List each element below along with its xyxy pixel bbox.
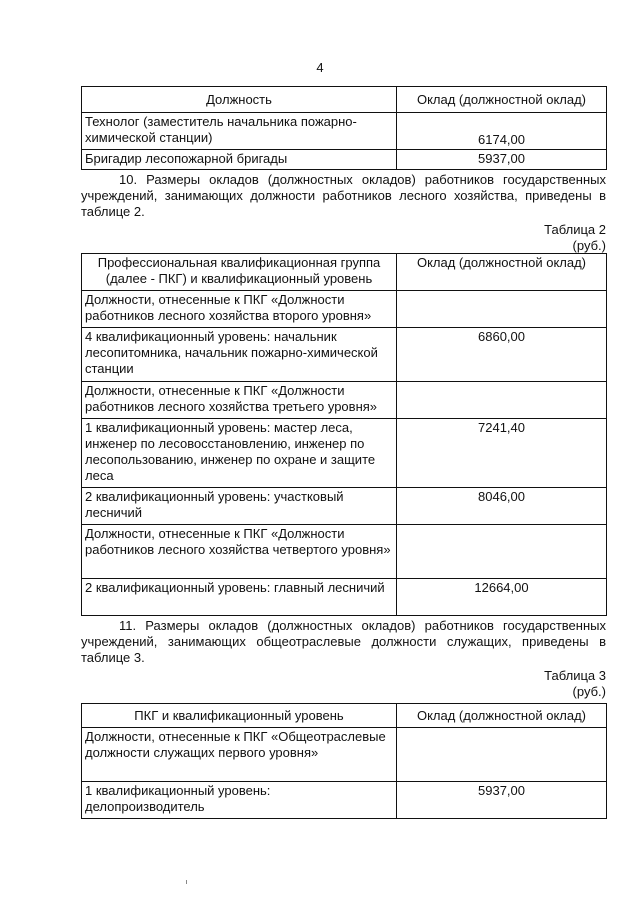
positions-table xyxy=(81,86,607,170)
table-row xyxy=(82,488,607,525)
salary-value: 8046,00 xyxy=(397,488,607,525)
salary-value xyxy=(397,728,607,782)
level-name: 2 квалификационный уровень: участковый лесничий xyxy=(82,488,397,525)
paragraph-10 xyxy=(81,172,606,220)
table-row xyxy=(82,150,607,170)
table-row xyxy=(82,382,607,419)
table-2-unit: (руб.) xyxy=(572,238,606,253)
paragraph-10-text: 10. Размеры окладов (должностных окладов) работников государственных учреждений, занимающих должности работников лесного хозяйства, приведены в таблице 2. xyxy=(81,172,606,219)
salary-value xyxy=(397,291,607,328)
salary-value xyxy=(397,382,607,419)
table-header-salary: Оклад (должностной оклад) xyxy=(397,254,607,291)
paragraph-11-text: 11. Размеры окладов (должностных окладов) работников государственных учреждений, занимающих общеотраслевые должности служащих, приведены в таблице 3. xyxy=(81,618,606,665)
salary-value: 5937,00 xyxy=(397,782,607,819)
table-2-caption xyxy=(544,222,606,254)
table-3-title: Таблица 3 xyxy=(544,668,606,683)
group-name: Должности, отнесенные к ПКГ «Должности работников лесного хозяйства третьего уровня» xyxy=(82,382,397,419)
table-row xyxy=(82,579,607,616)
table-header-salary: Оклад (должностной оклад) xyxy=(397,704,607,728)
table-row xyxy=(82,782,607,819)
page-number: 4 xyxy=(316,60,324,75)
position-name: Бригадир лесопожарной бригады xyxy=(82,150,397,170)
salary-value: 12664,00 xyxy=(397,579,607,616)
group-name: Должности, отнесенные к ПКГ «Общеотраслевые должности служащих первого уровня» xyxy=(82,728,397,782)
table-header-row xyxy=(82,704,607,728)
table-row xyxy=(82,525,607,579)
table-header-salary: Оклад (должностной оклад) xyxy=(397,87,607,113)
forestry-salary-table xyxy=(81,253,607,616)
table-header-row xyxy=(82,254,607,291)
level-name: 4 квалификационный уровень: начальник лесопитомника, начальник пожарно-химической станции xyxy=(82,328,397,382)
general-positions-table xyxy=(81,703,607,819)
table-row xyxy=(82,113,607,150)
table-header-position: Должность xyxy=(82,87,397,113)
table-header-row xyxy=(82,87,607,113)
level-name: 2 квалификационный уровень: главный лесничий xyxy=(82,579,397,616)
salary-value xyxy=(397,525,607,579)
group-name: Должности, отнесенные к ПКГ «Должности работников лесного хозяйства второго уровня» xyxy=(82,291,397,328)
position-name: Технолог (заместитель начальника пожарно-химической станции) xyxy=(82,113,397,150)
salary-value: 6174,00 xyxy=(397,113,607,150)
table-row xyxy=(82,291,607,328)
salary-value: 6860,00 xyxy=(397,328,607,382)
table-row xyxy=(82,328,607,382)
salary-value: 5937,00 xyxy=(397,150,607,170)
paragraph-11 xyxy=(81,618,606,666)
table-header-group: ПКГ и квалификационный уровень xyxy=(82,704,397,728)
table-2-title: Таблица 2 xyxy=(544,222,606,237)
table-row xyxy=(82,419,607,488)
level-name: 1 квалификационный уровень: делопроизводитель xyxy=(82,782,397,819)
table-header-group: Профессиональная квалификационная группа (далее - ПКГ) и квалификационный уровень xyxy=(82,254,397,291)
salary-value: 7241,40 xyxy=(397,419,607,488)
table-3-caption xyxy=(544,668,606,700)
table-3-unit: (руб.) xyxy=(572,684,606,699)
group-name: Должности, отнесенные к ПКГ «Должности работников лесного хозяйства четвертого уровня» xyxy=(82,525,397,579)
level-name: 1 квалификационный уровень: мастер леса, инженер по лесовосстановлению, инженер по лесопользованию, инженер по охране и защите леса xyxy=(82,419,397,488)
scan-mark xyxy=(186,880,187,884)
table-row xyxy=(82,728,607,782)
